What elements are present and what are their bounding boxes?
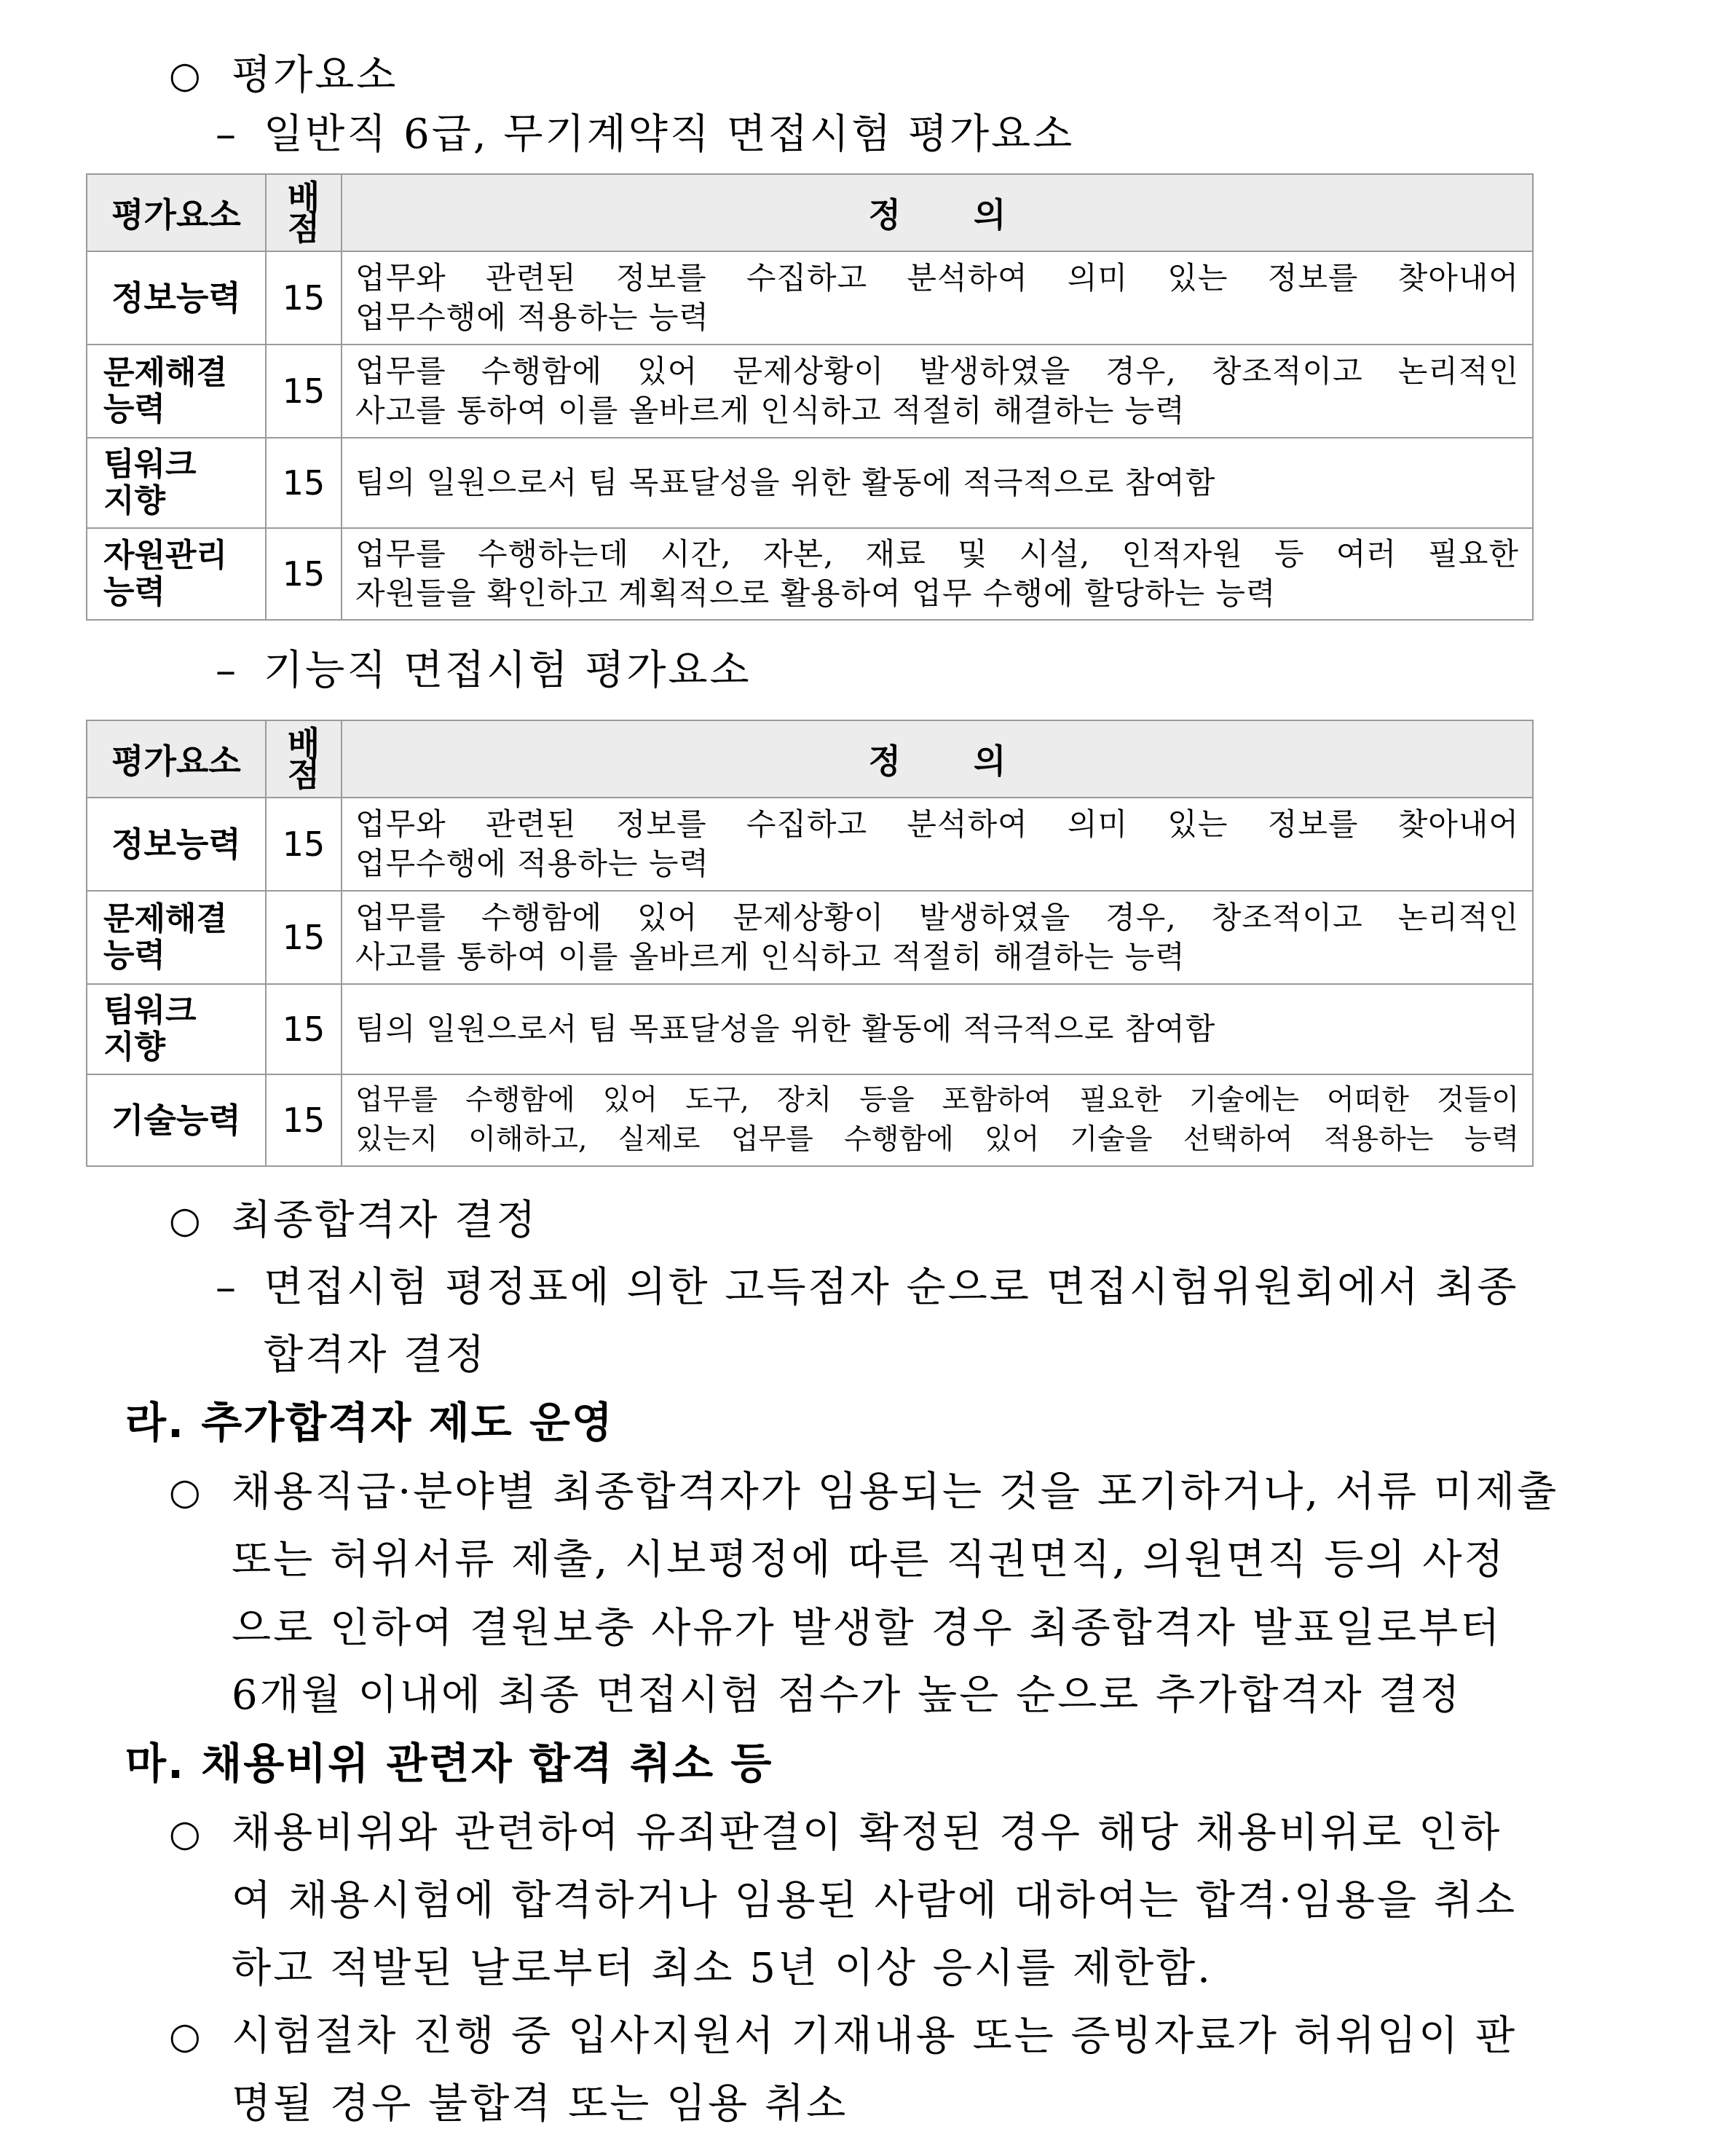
bullet-icon: ○	[169, 1199, 201, 1241]
row-name: 팀워크 지향	[87, 984, 266, 1074]
additional-pass-line3: 으로 인하여 결원보충 사유가 발생할 경우 최종합격자 발표일로부터	[232, 1605, 1502, 1652]
dash-icon: –	[216, 1264, 238, 1311]
row-score: 15	[266, 528, 342, 620]
row-name: 기술능력	[87, 1074, 266, 1166]
row-name: 문제해결 능력	[87, 345, 266, 438]
misconduct-b1-line3: 하고 적발된 날로부터 최소 5년 이상 응시를 제한함.	[232, 1945, 1212, 1992]
table-header-row	[87, 720, 1533, 798]
table-row	[87, 1074, 1533, 1166]
table-row	[87, 251, 1533, 345]
row-name: 정보능력	[87, 251, 266, 345]
row-definition: 업무와 관련된 정보를 수집하고 분석하여 의미 있는 정보를 찾아내어 업무수행에 적용하는 능력	[342, 251, 1533, 345]
table-row	[87, 984, 1533, 1074]
header-definition: 정의	[342, 720, 1533, 798]
row-score: 15	[266, 798, 342, 891]
row-definition: 업무를 수행함에 있어 문제상황이 발생하였을 경우, 창조적이고 논리적인 사고를 통하여 이를 올바르게 인식하고 적절히 해결하는 능력	[342, 345, 1533, 438]
additional-pass-line4: 6개월 이내에 최종 면접시험 점수가 높은 순으로 추가합격자 결정	[232, 1672, 1462, 1719]
bullet-icon: ○	[169, 1471, 201, 1513]
misconduct-b2-line1: 시험절차 진행 중 입사지원서 기재내용 또는 증빙자료가 허위임이 판	[232, 2013, 1518, 2060]
subtitle-technical: 기능직 면접시험 평가요소	[264, 647, 752, 694]
table-row	[87, 891, 1533, 984]
header-element: 평가요소	[87, 720, 266, 798]
row-score: 15	[266, 891, 342, 984]
header-score: 배 점	[266, 720, 342, 798]
table-row	[87, 528, 1533, 620]
row-name: 문제해결 능력	[87, 891, 266, 984]
misconduct-b1-line1: 채용비위와 관련하여 유죄판결이 확정된 경우 해당 채용비위로 인하	[232, 1809, 1502, 1857]
row-definition: 팀의 일원으로서 팀 목표달성을 위한 활동에 적극적으로 참여함	[342, 438, 1533, 528]
row-name: 정보능력	[87, 798, 266, 891]
dash-icon: –	[216, 111, 238, 158]
row-definition: 팀의 일원으로서 팀 목표달성을 위한 활동에 적극적으로 참여함	[342, 984, 1533, 1074]
header-definition: 정의	[342, 174, 1533, 251]
final-pass-line2: 합격자 결정	[264, 1331, 487, 1379]
row-name: 팀워크 지향	[87, 438, 266, 528]
subtitle-general: 일반직 6급, 무기계약직 면접시험 평가요소	[264, 111, 1075, 158]
row-definition: 업무를 수행함에 있어 도구, 장치 등을 포함하여 필요한 기술에는 어떠한 것들이 있는지 이해하고, 실제로 업무를 수행함에 있어 기술을 선택하여 적용하는 능력	[342, 1074, 1533, 1166]
additional-pass-line2: 또는 허위서류 제출, 시보평정에 따른 직권면직, 의원면직 등의 사정	[232, 1536, 1506, 1583]
dash-icon: –	[216, 647, 238, 694]
row-score: 15	[266, 438, 342, 528]
bullet-icon: ○	[169, 2015, 201, 2057]
row-definition: 업무와 관련된 정보를 수집하고 분석하여 의미 있는 정보를 찾아내어 업무수행에 적용하는 능력	[342, 798, 1533, 891]
row-score: 15	[266, 345, 342, 438]
header-element: 평가요소	[87, 174, 266, 251]
bullet-icon: ○	[169, 54, 201, 96]
row-definition: 업무를 수행하는데 시간, 자본, 재료 및 시설, 인적자원 등 여러 필요한 자원들을 확인하고 계획적으로 활용하여 업무 수행에 할당하는 능력	[342, 528, 1533, 620]
row-name: 자원관리 능력	[87, 528, 266, 620]
row-definition: 업무를 수행함에 있어 문제상황이 발생하였을 경우, 창조적이고 논리적인 사고를 통하여 이를 올바르게 인식하고 적절히 해결하는 능력	[342, 891, 1533, 984]
table-row	[87, 345, 1533, 438]
section-title-eval: 평가요소	[232, 52, 398, 99]
eval-table-technical	[86, 720, 1534, 1167]
row-score: 15	[266, 251, 342, 345]
misconduct-b2-line2: 명될 경우 불합격 또는 임용 취소	[232, 2080, 848, 2128]
misconduct-b1-line2: 여 채용시험에 합격하거나 임용된 사람에 대하여는 합격·임용을 취소	[232, 1877, 1518, 1924]
final-pass-line1: 면접시험 평정표에 의한 고득점자 순으로 면접시험위원회에서 최종	[264, 1264, 1519, 1311]
header-score: 배 점	[266, 174, 342, 251]
final-pass-title: 최종합격자 결정	[232, 1197, 538, 1244]
table-row	[87, 438, 1533, 528]
eval-table-general	[86, 173, 1534, 621]
row-score: 15	[266, 984, 342, 1074]
heading-additional-pass: 라. 추가합격자 제도 운영	[125, 1398, 614, 1447]
table-header-row	[87, 174, 1533, 251]
table-row	[87, 798, 1533, 891]
heading-misconduct: 마. 채용비위 관련자 합격 취소 등	[125, 1739, 773, 1788]
row-score: 15	[266, 1074, 342, 1166]
additional-pass-line1: 채용직급·분야별 최종합격자가 임용되는 것을 포기하거나, 서류 미제출	[232, 1468, 1559, 1516]
bullet-icon: ○	[169, 1812, 201, 1854]
